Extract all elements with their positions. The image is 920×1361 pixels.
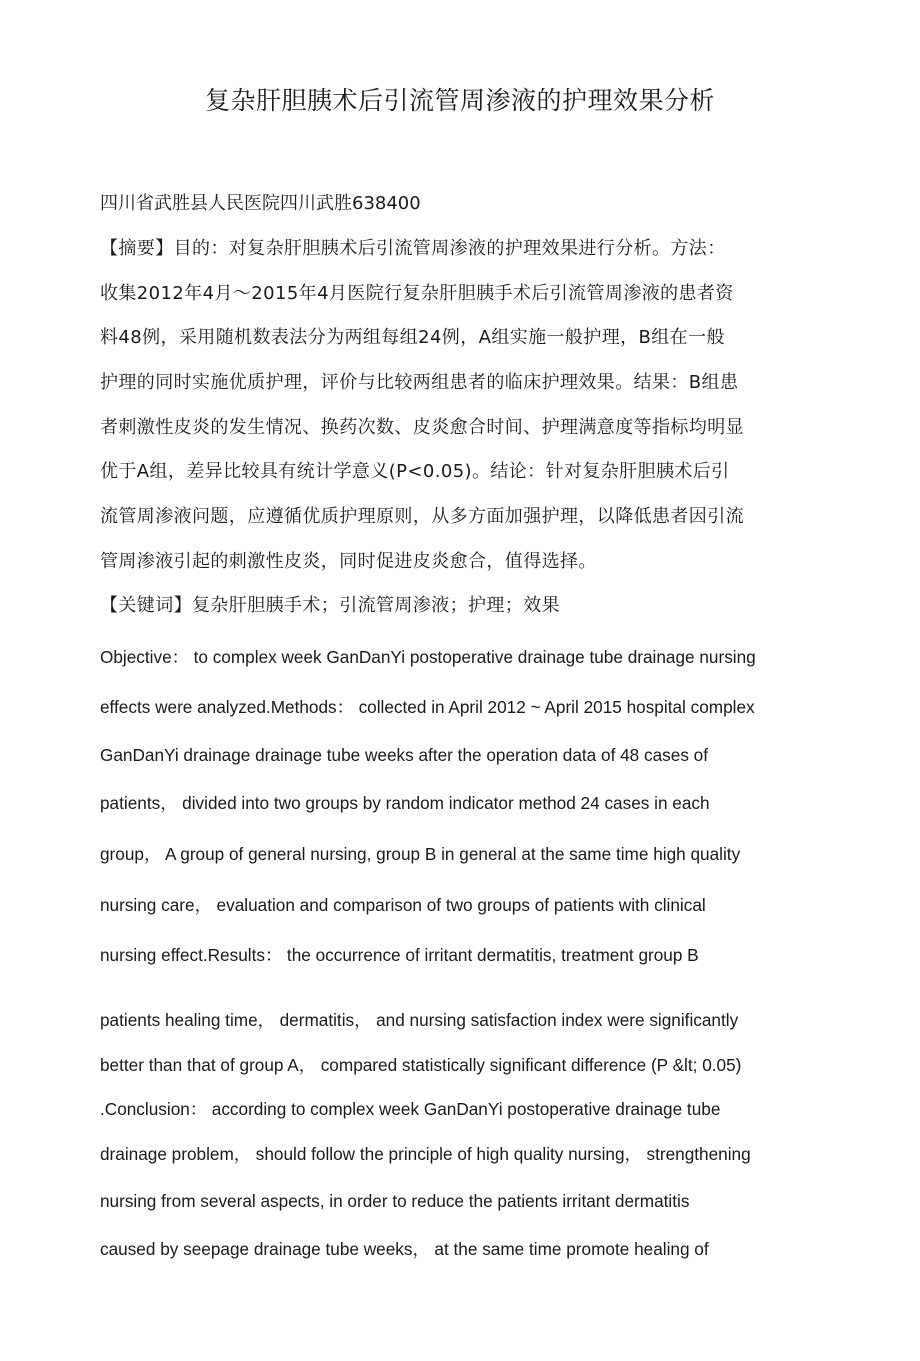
abstract-en-line: drainage problem， should follow the principle of high quality nursing， strengthening xyxy=(100,1144,751,1164)
abstract-cn-line: 收集2012年4月～2015年4月医院行复杂肝胆胰手术后引流管周渗液的患者资 xyxy=(100,283,734,304)
keywords: 【关键词】复杂肝胆胰手术；引流管周渗液；护理；效果 xyxy=(100,595,560,616)
abstract-cn-line: 护理的同时实施优质护理，评价与比较两组患者的临床护理效果。结果：B组患 xyxy=(100,372,739,393)
abstract-cn-line: 者刺激性皮炎的发生情况、换药次数、皮炎愈合时间、护理满意度等指标均明显 xyxy=(100,417,744,438)
abstract-cn-line: 优于A组，差异比较具有统计学意义(P<0.05)。结论：针对复杂肝胆胰术后引 xyxy=(100,461,730,482)
abstract-en-line: Objective： to complex week GanDanYi postoperative drainage tube drainage nursing xyxy=(100,647,756,667)
abstract-cn-line: 管周渗液引起的刺激性皮炎，同时促进皮炎愈合，值得选择。 xyxy=(100,551,597,572)
abstract-cn-line: 流管周渗液问题，应遵循优质护理原则，从多方面加强护理，以降低患者因引流 xyxy=(100,506,744,527)
abstract-en-line: nursing care， evaluation and comparison of two groups of patients with clinical xyxy=(100,895,706,915)
author-affiliation: 四川省武胜县人民医院四川武胜638400 xyxy=(100,193,421,214)
abstract-en-line: patients healing time， dermatitis， and nursing satisfaction index were significantly xyxy=(100,1010,739,1030)
abstract-en-line: effects were analyzed.Methods： collected in April 2012 ~ April 2015 hospital complex xyxy=(100,697,755,717)
abstract-en-line: .Conclusion： according to complex week GanDanYi postoperative drainage tube xyxy=(100,1099,721,1119)
document-title: 复杂肝胆胰术后引流管周渗液的护理效果分析 xyxy=(204,86,715,115)
abstract-cn-line: 料48例，采用随机数表法分为两组每组24例，A组实施一般护理，B组在一般 xyxy=(100,327,725,348)
abstract-en-line: nursing from several aspects, in order to reduce the patients irritant dermatitis xyxy=(100,1191,690,1211)
abstract-cn-line: 【摘要】目的：对复杂肝胆胰术后引流管周渗液的护理效果进行分析。方法： xyxy=(100,238,726,259)
abstract-en-line: better than that of group A， compared statistically significant difference (P &lt; 0.05) xyxy=(100,1055,742,1075)
abstract-en-line: GanDanYi drainage drainage tube weeks after the operation data of 48 cases of xyxy=(100,745,709,765)
abstract-en-line: group， A group of general nursing, group B in general at the same time high quality xyxy=(100,844,741,864)
abstract-en-line: patients， divided into two groups by random indicator method 24 cases in each xyxy=(100,793,710,813)
abstract-en-line: nursing effect.Results： the occurrence of irritant dermatitis, treatment group B xyxy=(100,945,699,965)
abstract-en-line: caused by seepage drainage tube weeks， at the same time promote healing of xyxy=(100,1239,709,1259)
